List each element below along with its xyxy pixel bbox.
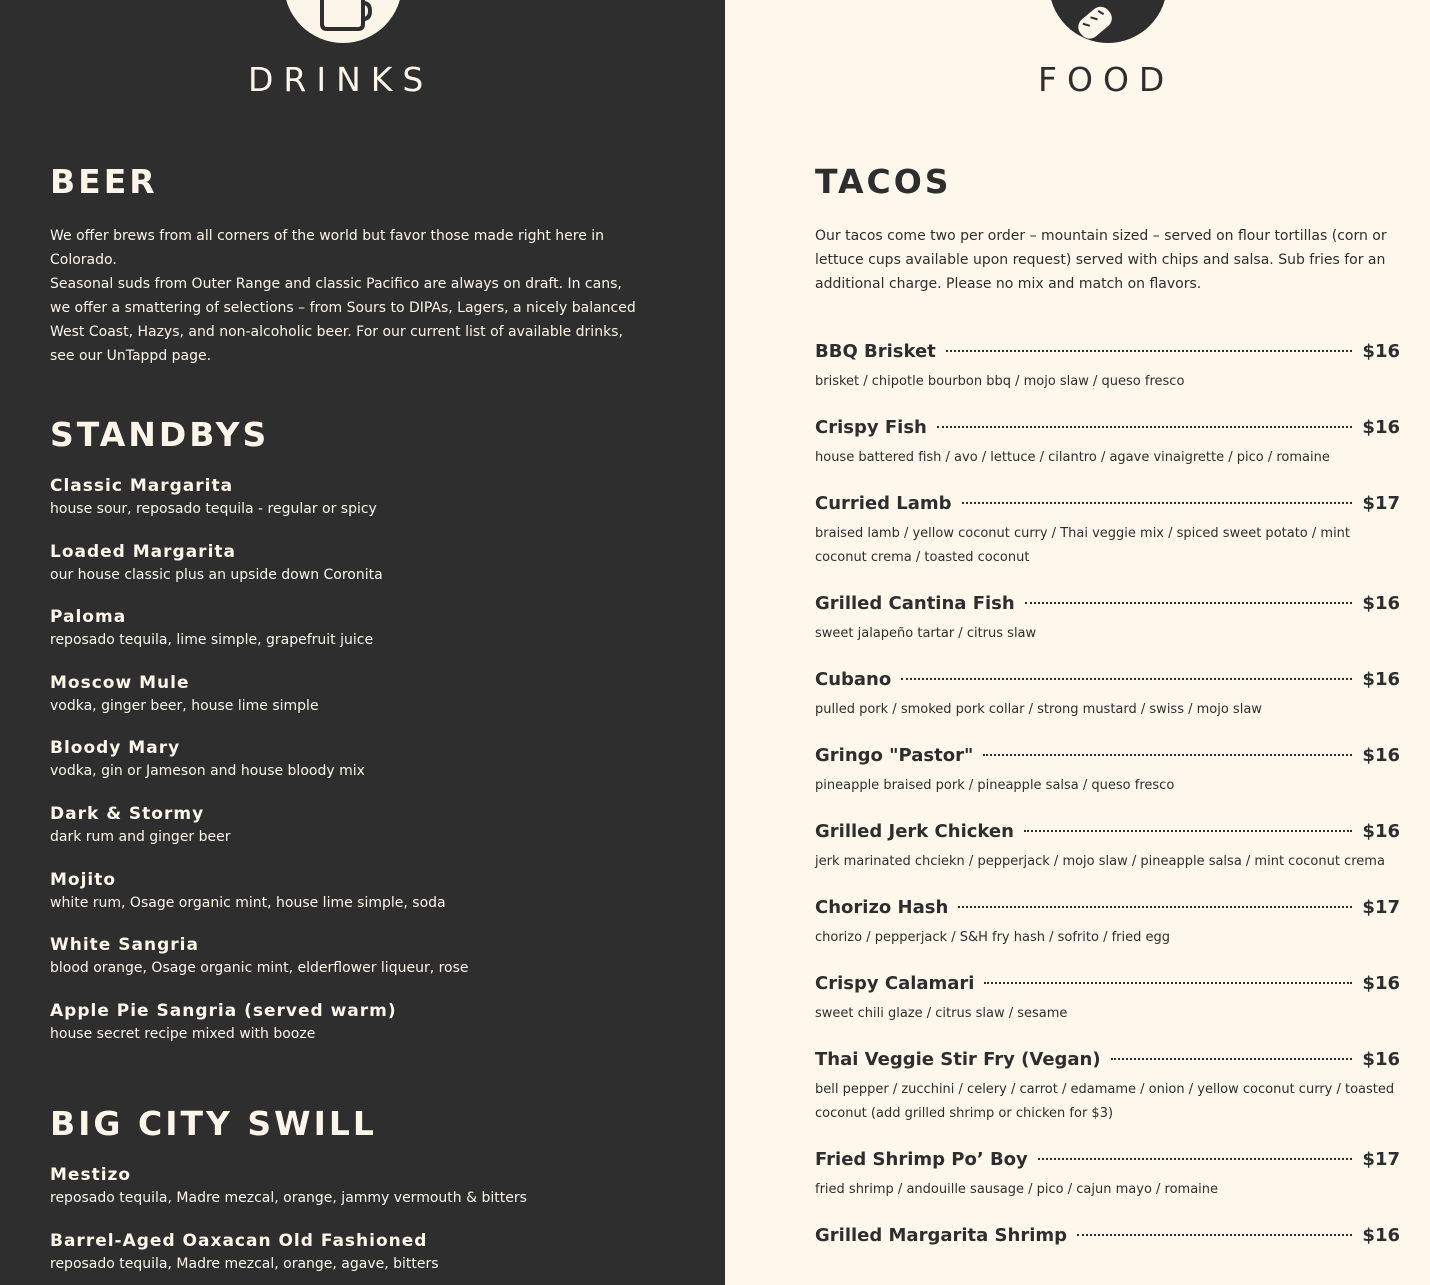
taco-name: Grilled Margarita Shrimp	[815, 1224, 1068, 1246]
drink-name: Apple Pie Sangria (served warm)	[50, 1000, 397, 1021]
taco-name: Grilled Jerk Chicken	[815, 820, 1014, 842]
big-city-swill-heading: BIG CITY SWILL	[50, 1104, 377, 1143]
taco-name: Gringo "Pastor"	[815, 744, 974, 766]
drink-description: dark rum and ginger beer	[50, 828, 231, 845]
dotted-leader	[1024, 830, 1353, 832]
taco-description: braised lamb / yellow coconut curry / Thai veggie mix / spiced sweet potato / mint coconut crema / toasted coconut	[815, 526, 1351, 565]
standbys-list	[50, 475, 670, 1065]
drink-name: Classic Margarita	[50, 476, 234, 496]
drink-name: Mestizo	[50, 1165, 132, 1185]
food-icon-circle	[1049, 0, 1167, 43]
drink-description: house sour, reposado tequila - regular or spicy	[50, 501, 377, 517]
taco-price: $16	[1362, 1048, 1400, 1070]
drink-description: vodka, gin or Jameson and house bloody mix	[50, 763, 365, 780]
dotted-leader	[1077, 1234, 1352, 1236]
list-item	[815, 968, 1400, 1026]
taco-name: BBQ Brisket	[815, 340, 936, 362]
taco-description: sweet chili glaze / citrus slaw / sesame	[815, 1006, 1068, 1021]
list-item	[50, 672, 670, 738]
dotted-leader	[946, 350, 1353, 352]
dotted-leader	[983, 754, 1352, 756]
list-item	[50, 1164, 670, 1230]
drink-description: blood orange, Osage organic mint, elderflower liqueur, rose	[50, 960, 469, 977]
list-item	[815, 412, 1400, 470]
drink-description: vodka, ginger beer, house lime simple	[50, 697, 319, 714]
dotted-leader	[984, 982, 1352, 984]
taco-description: sweet jalapeño tartar / citrus slaw	[815, 626, 1037, 641]
list-item	[815, 588, 1400, 646]
drink-description: house secret recipe mixed with booze	[50, 1025, 316, 1042]
taco-name: Fried Shrimp Po’ Boy	[815, 1148, 1028, 1170]
list-item	[815, 1044, 1400, 1126]
list-item	[815, 892, 1400, 950]
cup-icon	[284, 0, 402, 43]
taco-description: fried shrimp / andouille sausage / pico / cajun mayo / romaine	[815, 1182, 1219, 1197]
list-item	[815, 336, 1400, 394]
list-item	[50, 1000, 670, 1066]
taco-icon	[1049, 0, 1167, 43]
taco-price: $17	[1362, 492, 1400, 514]
taco-price: $16	[1362, 1224, 1400, 1246]
taco-price: $16	[1362, 340, 1400, 362]
tacos-intro: Our tacos come two per order – mountain sized – served on flour tortillas (corn or lettuce cups available upon request) served with chips and salsa. Sub fries for an additional charge. Please no mix and match on flavors.	[815, 228, 1387, 292]
taco-price: $16	[1362, 744, 1400, 766]
taco-price: $16	[1362, 972, 1400, 994]
food-title: FOOD	[1038, 60, 1175, 99]
drink-description: our house classic plus an upside down Coronita	[50, 566, 383, 583]
taco-name: Chorizo Hash	[815, 896, 949, 918]
drink-description: reposado tequila, lime simple, grapefruit juice	[50, 632, 374, 649]
taco-price: $16	[1362, 592, 1400, 614]
taco-price: $17	[1362, 896, 1400, 918]
taco-description: jerk marinated chciekn / pepperjack / mojo slaw / pineapple salsa / mint coconut crema	[815, 854, 1385, 869]
dotted-leader	[901, 678, 1352, 680]
tacos-heading: TACOS	[815, 162, 952, 201]
drink-name: Moscow Mule	[50, 672, 190, 693]
list-item	[50, 475, 670, 541]
list-item	[50, 1230, 670, 1285]
list-item	[815, 740, 1400, 798]
dotted-leader	[1025, 602, 1353, 604]
taco-description: brisket / chipotle bourbon bbq / mojo slaw / queso fresco	[815, 374, 1185, 389]
dotted-leader	[1111, 1058, 1353, 1060]
drinks-icon-circle	[284, 0, 402, 43]
taco-price: $16	[1362, 668, 1400, 690]
drink-name: Bloody Mary	[50, 738, 181, 759]
taco-description: bell pepper / zucchini / celery / carrot / edamame / onion / yellow coconut curry / toasted coconut (add grilled shrimp or chicken for $3)	[815, 1082, 1395, 1121]
taco-description: pineapple braised pork / pineapple salsa / queso fresco	[815, 778, 1175, 793]
drink-description: reposado tequila, Madre mezcal, orange, agave, bitters	[50, 1255, 439, 1272]
taco-price: $16	[1362, 416, 1400, 438]
dotted-leader	[1038, 1158, 1353, 1160]
taco-name: Crispy Calamari	[815, 972, 975, 994]
list-item	[50, 737, 670, 803]
taco-name: Curried Lamb	[815, 492, 952, 514]
taco-price: $16	[1362, 820, 1400, 842]
list-item	[815, 488, 1400, 570]
drink-name: Dark & Stormy	[50, 803, 205, 824]
taco-price: $17	[1362, 1148, 1400, 1170]
list-item	[815, 1220, 1400, 1250]
drink-name: White Sangria	[50, 935, 199, 956]
taco-name: Thai Veggie Stir Fry (Vegan)	[815, 1048, 1101, 1070]
dotted-leader	[937, 426, 1353, 428]
list-item	[50, 606, 670, 672]
dotted-leader	[962, 502, 1353, 504]
taco-description: pulled pork / smoked pork collar / strong mustard / swiss / mojo slaw	[815, 702, 1262, 717]
beer-description: We offer brews from all corners of the world but favor those made right here in Colorado.	[50, 228, 605, 268]
list-item	[815, 816, 1400, 874]
food-panel	[725, 0, 1430, 1285]
list-item	[815, 1144, 1400, 1202]
drink-name: Paloma	[50, 607, 127, 628]
list-item	[50, 803, 670, 869]
drink-description: reposado tequila, Madre mezcal, orange, jammy vermouth & bitters	[50, 1190, 527, 1206]
big-city-swill-list	[50, 1164, 670, 1285]
taco-description: house battered fish / avo / lettuce / cilantro / agave vinaigrette / pico / romaine	[815, 450, 1330, 465]
list-item	[50, 934, 670, 1000]
drinks-title: DRINKS	[248, 60, 434, 99]
dotted-leader	[958, 906, 1352, 908]
list-item	[815, 664, 1400, 722]
drink-name: Loaded Margarita	[50, 541, 236, 562]
taco-description: chorizo / pepperjack / S&H fry hash / sofrito / fried egg	[815, 930, 1170, 945]
drink-name: Barrel-Aged Oaxacan Old Fashioned	[50, 1230, 428, 1251]
tacos-list	[815, 336, 1400, 1268]
taco-name: Cubano	[815, 668, 892, 690]
taco-name: Crispy Fish	[815, 416, 927, 438]
standbys-heading: STANDBYS	[50, 415, 270, 454]
taco-name: Grilled Cantina Fish	[815, 592, 1015, 614]
list-item	[50, 869, 670, 935]
drink-description: white rum, Osage organic mint, house lime simple, soda	[50, 894, 446, 911]
beer-heading: BEER	[50, 162, 158, 201]
drink-name: Mojito	[50, 869, 117, 890]
list-item	[50, 541, 670, 607]
beer-details: Seasonal suds from Outer Range and classic Pacifico are always on draft. In cans, we offer a smattering of selections – from Sours to DIPAs, Lagers, a nicely balanced West Coast, Hazys, and non-alcoholic beer. For our current list of available drinks, see our UnTappd page.	[50, 276, 636, 364]
